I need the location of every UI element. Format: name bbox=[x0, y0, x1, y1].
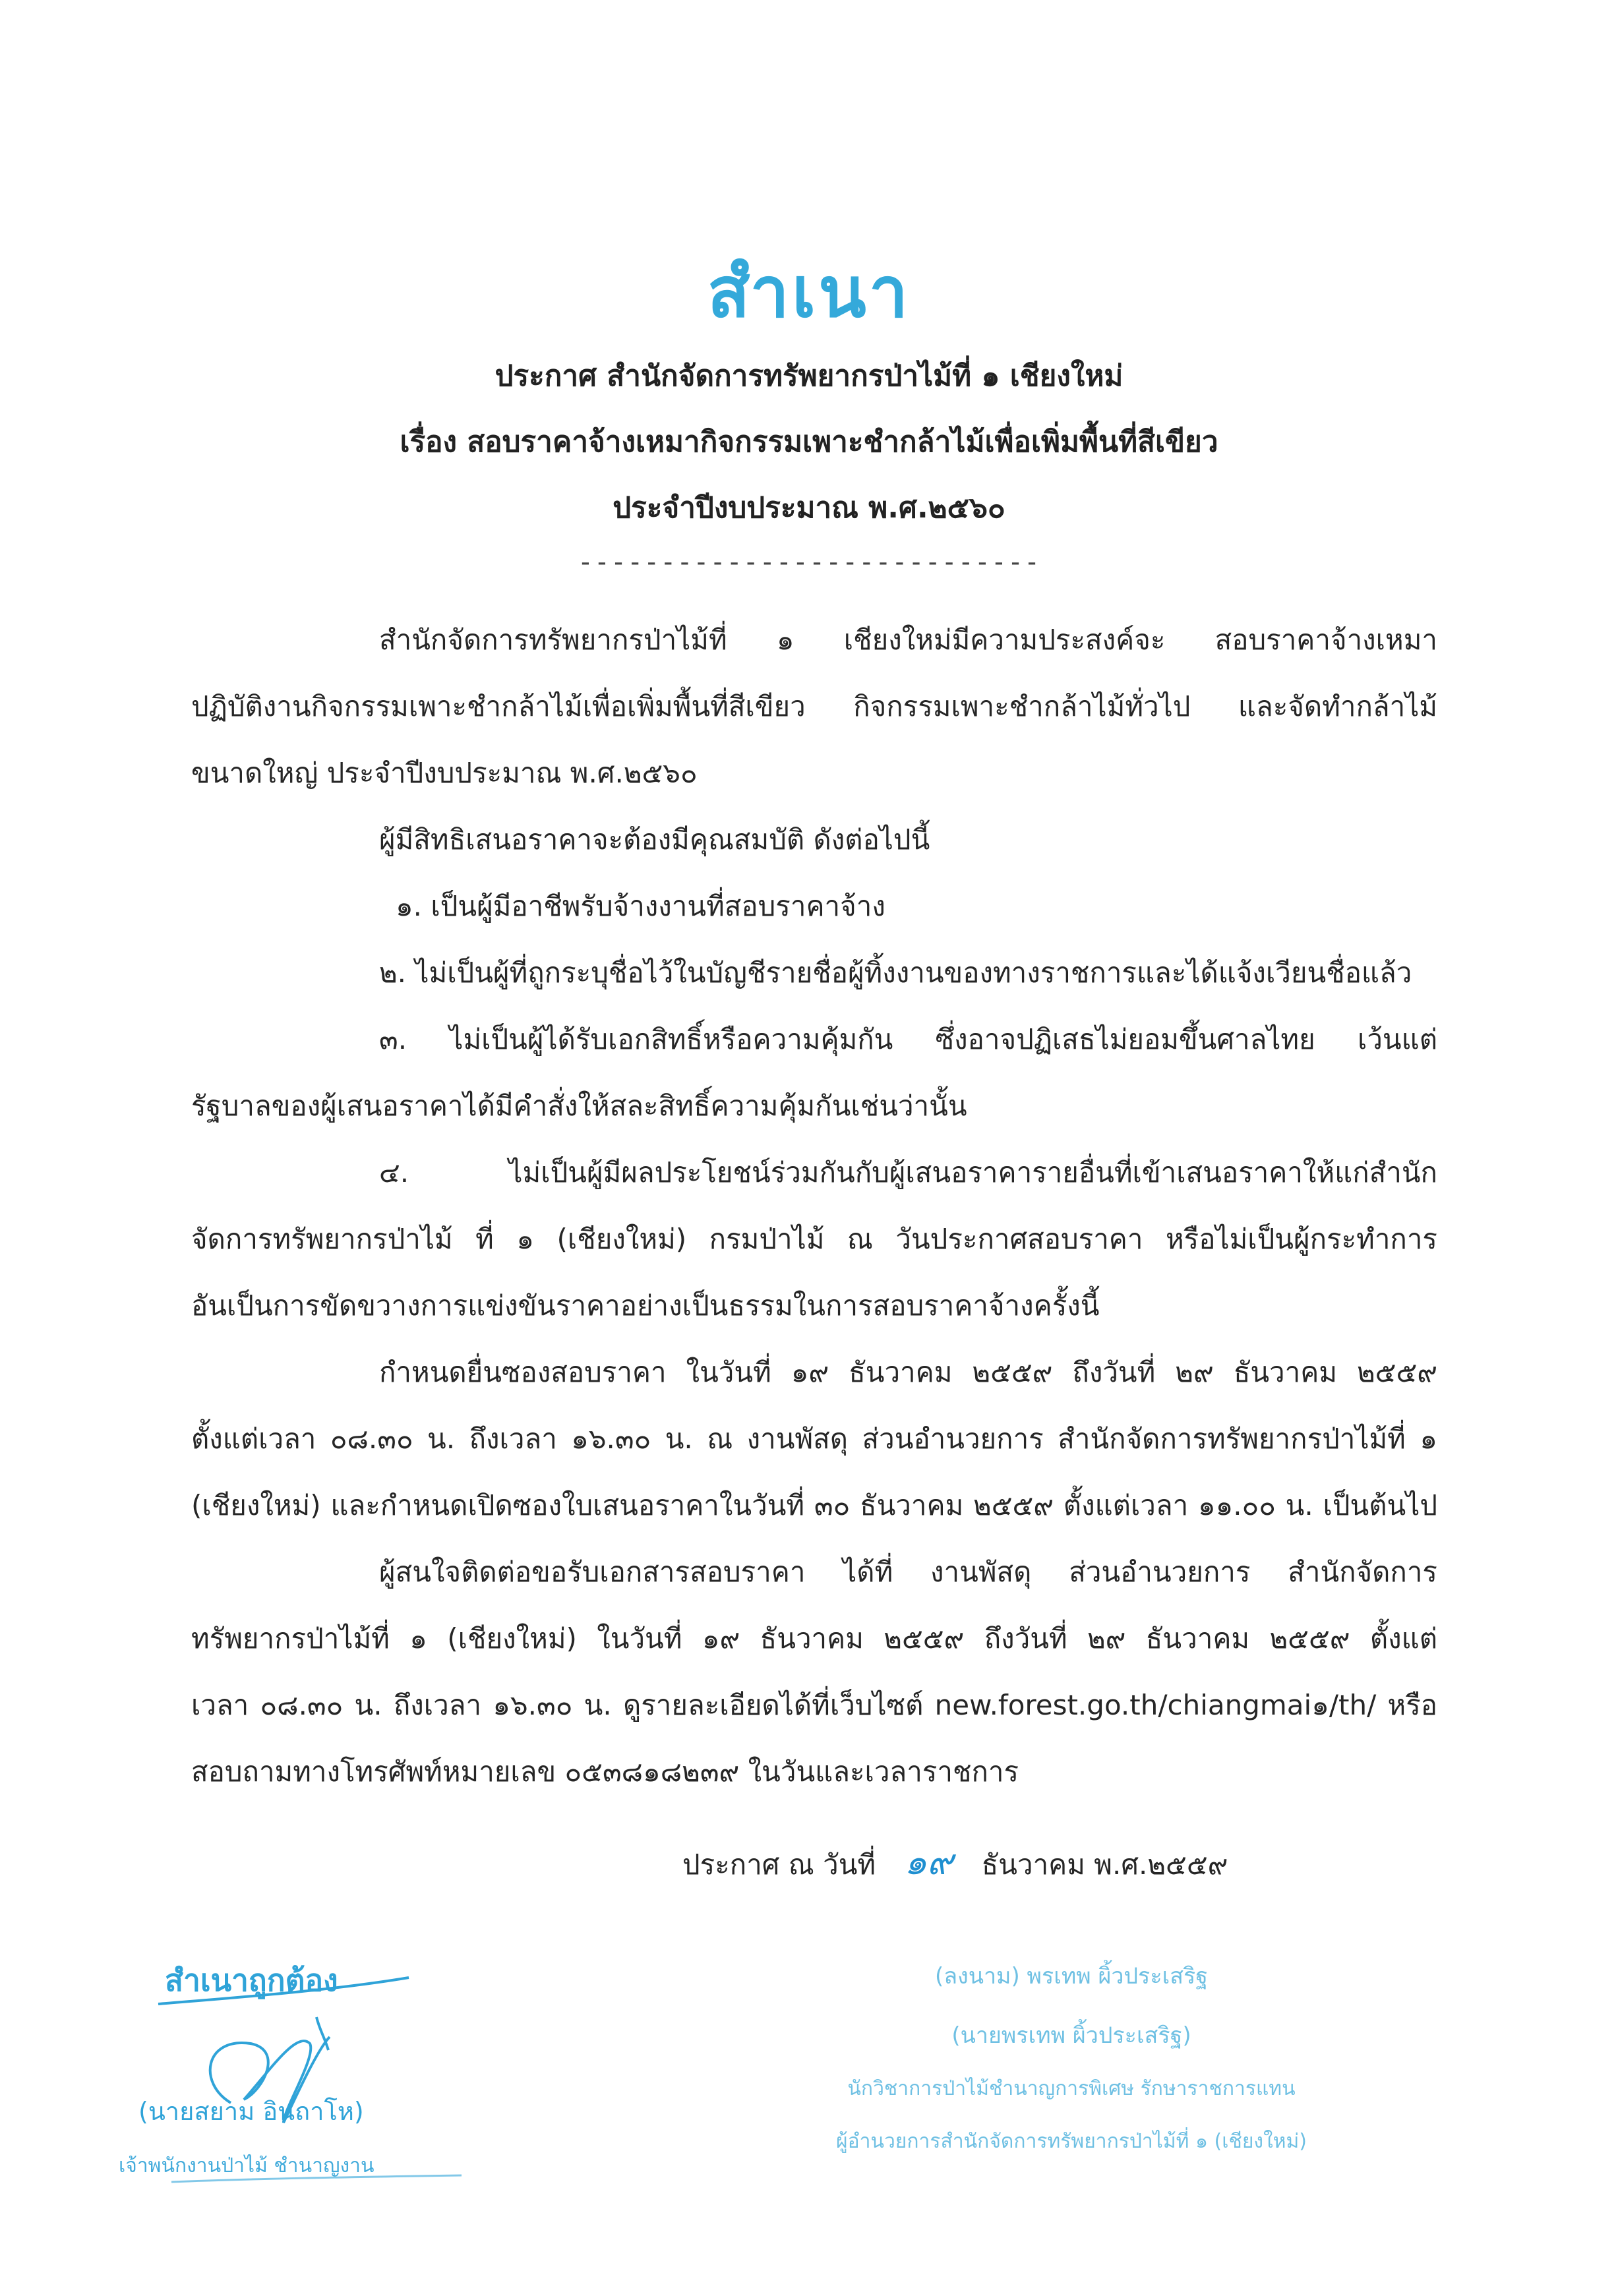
contact-line-1: ผู้สนใจติดต่อขอรับเอกสารสอบราคา ได้ที่ งานพัสดุ ส่วนอำนวยการ สำนักจัดการ bbox=[379, 1556, 1437, 1588]
qualification-heading: ผู้มีสิทธิเสนอราคาจะต้องมีคุณสมบัติ ดังต่อไปนี้ bbox=[379, 823, 930, 856]
qualification-item-1: ๑. เป็นผู้มีอาชีพรับจ้างงานที่สอบราคาจ้าง bbox=[396, 890, 885, 922]
official-office: ผู้อำนวยการสำนักจัดการทรัพยากรป่าไม้ที่ ๑ (เชียงใหม่) bbox=[836, 2130, 1307, 2153]
header-divider: ---------------------------- bbox=[577, 547, 1041, 577]
certified-copy-signature bbox=[119, 1951, 488, 2202]
signed-name: (ลงนาม) พรเทพ ผิ้วประเสริฐ bbox=[935, 1963, 1208, 1989]
schedule-line-2: ตั้งแต่เวลา ๐๘.๓๐ น. ถึงเวลา ๑๖.๓๐ น. ณ งานพัสดุ ส่วนอำนวยการ สำนักจัดการทรัพยากรป่าไม้ที่ ๑ bbox=[191, 1423, 1437, 1455]
announcement-date-suffix: ธันวาคม พ.ศ.๒๕๕๙ bbox=[981, 1848, 1228, 1881]
official-position: นักวิชาการป่าไม้ชำนาญการพิเศษ รักษาราชการแทน bbox=[847, 2077, 1296, 2100]
contact-line-4: สอบถามทางโทรศัพท์หมายเลข ๐๕๓๘๑๘๒๓๙ ในวันและเวลาราชการ bbox=[191, 1755, 1019, 1788]
handwritten-day: ๑๙ bbox=[904, 1841, 953, 1883]
qualification-item-3-line-2: รัฐบาลของผู้เสนอราคาได้มีคำสั่งให้สละสิทธิ์ความคุ้มกันเช่นว่านั้น bbox=[191, 1090, 967, 1122]
body-text bbox=[191, 606, 1437, 1805]
qualification-item-4-line-1: ๔. ไม่เป็นผู้มีผลประโยชน์ร่วมกันกับผู้เสนอราคารายอื่นที่เข้าเสนอราคาให้แก่สำนัก bbox=[379, 1156, 1437, 1189]
schedule-line-3: (เชียงใหม่) และกำหนดเปิดซองใบเสนอราคาในวันที่ ๓๐ ธันวาคม ๒๕๕๙ ตั้งแต่เวลา ๑๑.๐๐ น. เป็นต้นไป bbox=[191, 1489, 1437, 1521]
copy-stamp: สำเนา bbox=[707, 252, 911, 333]
announcement-date-prefix: ประกาศ ณ วันที่ bbox=[682, 1848, 876, 1881]
fiscal-year: ประจำปีงบประมาณ พ.ศ.๒๕๖๐ bbox=[613, 491, 1005, 525]
schedule-line-1: กำหนดยื่นซองสอบราคา ในวันที่ ๑๙ ธันวาคม ๒๕๕๙ ถึงวันที่ ๒๙ ธันวาคม ๒๕๕๙ bbox=[379, 1356, 1437, 1388]
certifier-position: เจ้าพนักงานป่าไม้ ชำนาญงาน bbox=[119, 2154, 375, 2177]
intro-line-3: ขนาดใหญ่ ประจำปีงบประมาณ พ.ศ.๒๕๖๐ bbox=[191, 757, 698, 789]
announcement-date bbox=[682, 1839, 1228, 1885]
qualification-item-2: ๒. ไม่เป็นผู้ที่ถูกระบุชื่อไว้ในบัญชีรายชื่อผู้ทิ้งงานของทางราชการและได้แจ้งเวียนชื่อแล้ว bbox=[379, 957, 1412, 989]
qualification-item-4-line-2: จัดการทรัพยากรป่าไม้ ที่ ๑ (เชียงใหม่) กรมป่าไม้ ณ วันประกาศสอบราคา หรือไม่เป็นผู้กระทำการ bbox=[191, 1223, 1437, 1255]
official-name: (นายพรเทพ ผิ้วประเสริฐ) bbox=[951, 2022, 1191, 2049]
announcement-title: ประกาศ สำนักจัดการทรัพยากรป่าไม้ที่ ๑ เชียงใหม่ bbox=[494, 359, 1124, 393]
qualification-item-3-line-1: ๓. ไม่เป็นผู้ได้รับเอกสิทธิ์หรือความคุ้มกัน ซึ่งอาจปฏิเสธไม่ยอมขึ้นศาลไทย เว้นแต่ bbox=[379, 1023, 1437, 1055]
announcement-subject: เรื่อง สอบราคาจ้างเหมากิจกรรมเพาะชำกล้าไม้เพื่อเพิ่มพื้นที่สีเขียว bbox=[400, 425, 1218, 459]
certifier-name: (นายสยาม อินถาโห) bbox=[138, 2097, 364, 2126]
intro-line-1: สำนักจัดการทรัพยากรป่าไม้ที่ ๑ เชียงใหม่มีความประสงค์จะ สอบราคาจ้างเหมา bbox=[379, 624, 1437, 656]
intro-line-2: ปฏิบัติงานกิจกรรมเพาะชำกล้าไม้เพื่อเพิ่มพื้นที่สีเขียว กิจกรรมเพาะชำกล้าไม้ทั่วไป และจัดทำกล้าไม้ bbox=[191, 690, 1437, 722]
contact-line-3: เวลา ๐๘.๓๐ น. ถึงเวลา ๑๖.๓๐ น. ดูรายละเอียดได้ที่เว็บไซต์ new.forest.go.th/chiangmai๑/th/ หรือ bbox=[191, 1689, 1437, 1721]
contact-line-2: ทรัพยากรป่าไม้ที่ ๑ (เชียงใหม่) ในวันที่ ๑๙ ธันวาคม ๒๕๕๙ ถึงวันที่ ๒๙ ธันวาคม ๒๕๕๙ ตั้งแต่ bbox=[191, 1622, 1437, 1655]
certified-copy-label: สำเนาถูกต้อง bbox=[165, 1962, 338, 1998]
official-signature-stamp bbox=[758, 1951, 1385, 2228]
qualification-item-4-line-3: อันเป็นการขัดขวางการแข่งขันราคาอย่างเป็นธรรมในการสอบราคาจ้างครั้งนี้ bbox=[191, 1289, 1100, 1322]
